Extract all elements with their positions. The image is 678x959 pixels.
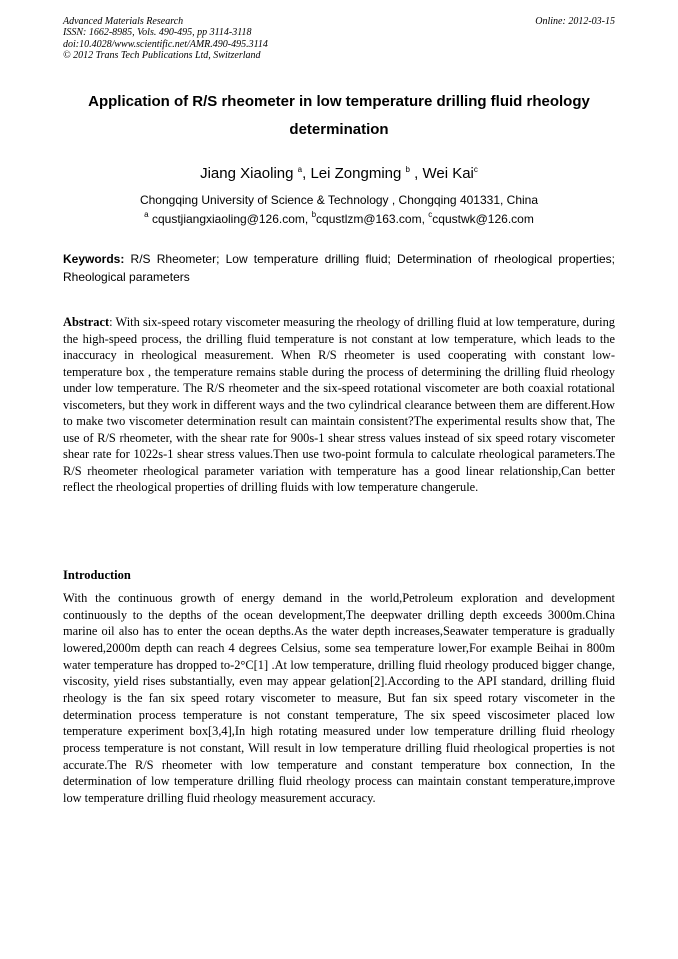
abstract-label: Abstract xyxy=(63,315,110,329)
email-address: cqustlzm@163.com xyxy=(316,212,422,226)
email-list: $^a$ cqustjiangxiaoling@126.com, $^b$cqustlzm@163.com, $^c$cqustwk@126.com xyxy=(144,210,534,226)
journal-header xyxy=(63,16,615,61)
author-name: Lei Zongming xyxy=(310,165,402,182)
author-name: Jiang Xiaoling xyxy=(200,165,294,182)
issn-line: ISSN: 1662-8985, Vols. 490-495, pp 3114-3118 xyxy=(63,27,252,39)
email-superscript: b xyxy=(311,210,317,219)
abstract-text: With six-speed rotary viscometer measuring the rheology of drilling fluid at low temperature, during the high-speed process, the drilling fluid temperature is not constant at low temperature, which leads to the inaccuracy in rheological measurement. When R/S rheometer is used cooperating with constant low-temperature box , the temperature remains stable during the process of determining the drilling fluid rheology under low temperature. The R/S rheometer and the six-speed rotational viscometer are both coaxial rotational viscometers, but they work in different ways and the two cylindrical clearance between them are different.How to make two viscometer determination result can maintain consistent?The experimental results show that, The use of R/S rheometer, with the shear rate for 900s-1 shear stress values instead of six speed rotary viscometer shear rate for 1022s-1 shear stress values.Then use two-point formula to calculate rheological parameters.The R/S rheometer rheological parameter variation with temperature has a good linear relationship,Can better reflect the rheological properties of drilling fluids with low temperature changerule. xyxy=(63,315,615,494)
keywords-section xyxy=(63,250,615,286)
author-superscript: b xyxy=(405,165,410,174)
journal-name: Advanced Materials Research xyxy=(63,16,184,27)
keywords-label: Keywords: xyxy=(63,252,125,266)
abstract-section: Abstract: With six-speed rotary viscometer measuring the rheology of drilling fluid at low temperature, during the high-speed process, the drilling fluid temperature is not constant at low temperature, which leads to the inaccuracy in rheological measurement. When R/S rheometer is used cooperating with constant low-temperature box , the temperature remains stable during the process of determining the drilling fluid rheology under low temperature. The R/S rheometer and the six-speed rotational viscometer are both coaxial rotational viscometers, but they work in different ways and the two cylindrical clearance between them are different.How to make two viscometer determination result can maintain consistent?The experimental results show that, The use of R/S rheometer, with the shear rate for 900s-1 shear stress values instead of six speed rotary viscometer shear rate for 1022s-1 shear stress values.Then use two-point formula to calculate rheological parameters.The R/S rheometer rheological parameter variation with temperature has a good linear relationship,Can better reflect the rheological properties of drilling fluids with low temperature changerule. xyxy=(63,315,615,494)
email-superscript: a xyxy=(144,210,149,219)
keywords-text: R/S Rheometer; Low temperature drilling fluid; Determination of rheological properties; Rheological parameters xyxy=(63,252,616,284)
email-address: cqustjiangxiaoling@126.com xyxy=(151,212,305,226)
introduction-heading: Introduction xyxy=(63,568,131,582)
paper-title: Application of R/S rheometer in low temperature drilling fluid rheology determination xyxy=(88,93,590,138)
affiliation: Chongqing University of Science & Technology , Chongqing 401331, China xyxy=(139,193,539,207)
author-list: Jiang Xiaoling $^a$, Lei Zongming $^b$ , Wei Kai$^c$ xyxy=(200,165,478,182)
author-name: Wei Kai xyxy=(422,165,474,182)
copyright-line: © 2012 Trans Tech Publications Ltd, Switzerland xyxy=(63,49,261,61)
doi-line: doi:10.4028/www.scientific.net/AMR.490-495.3114 xyxy=(63,38,268,50)
author-superscript: a xyxy=(297,165,303,174)
author-superscript: c xyxy=(473,165,478,174)
email-superscript: c xyxy=(428,210,433,219)
email-address: cqustwk@126.com xyxy=(432,212,534,226)
online-date: Online: 2012-03-15 xyxy=(535,16,615,27)
introduction-text: With the continuous growth of energy demand in the world,Petroleum exploration and development continuously to the depths of the ocean development,The deepwater drilling depth exceeds 3000m.China marine oil also has to enter the ocean depths.As the water depth increases,Seawater temperature is gradually lowered,2000m depth can reach 4 degrees Celsius, some sea temperature lower,For example Beihai in 800m water temperature has dropped to-2°C[1] .At low temperature, drilling fluid rheology produced bigger change, viscosity, yield rises substantially, even may appear gelation[2].According to the API standard, drilling fluid rheology is the fan six speed rotary viscometer to measure, But fan six speed rotary viscometer in the determination process temperature is not constant temperature, The six speed viscosimeter placed low temperature experiment box[3,4],In high rotating measured under low temperature drilling fluid rheology process temperature is not constant, Will result in low temperature drilling fluid rheological properties is not accurate.The R/S rheometer with low temperature and constant temperature box connection, In the determination of low temperature drilling fluid rheology process can maintain constant temperature,improve low temperature drilling fluid rheology measurement accuracy. xyxy=(63,591,615,805)
